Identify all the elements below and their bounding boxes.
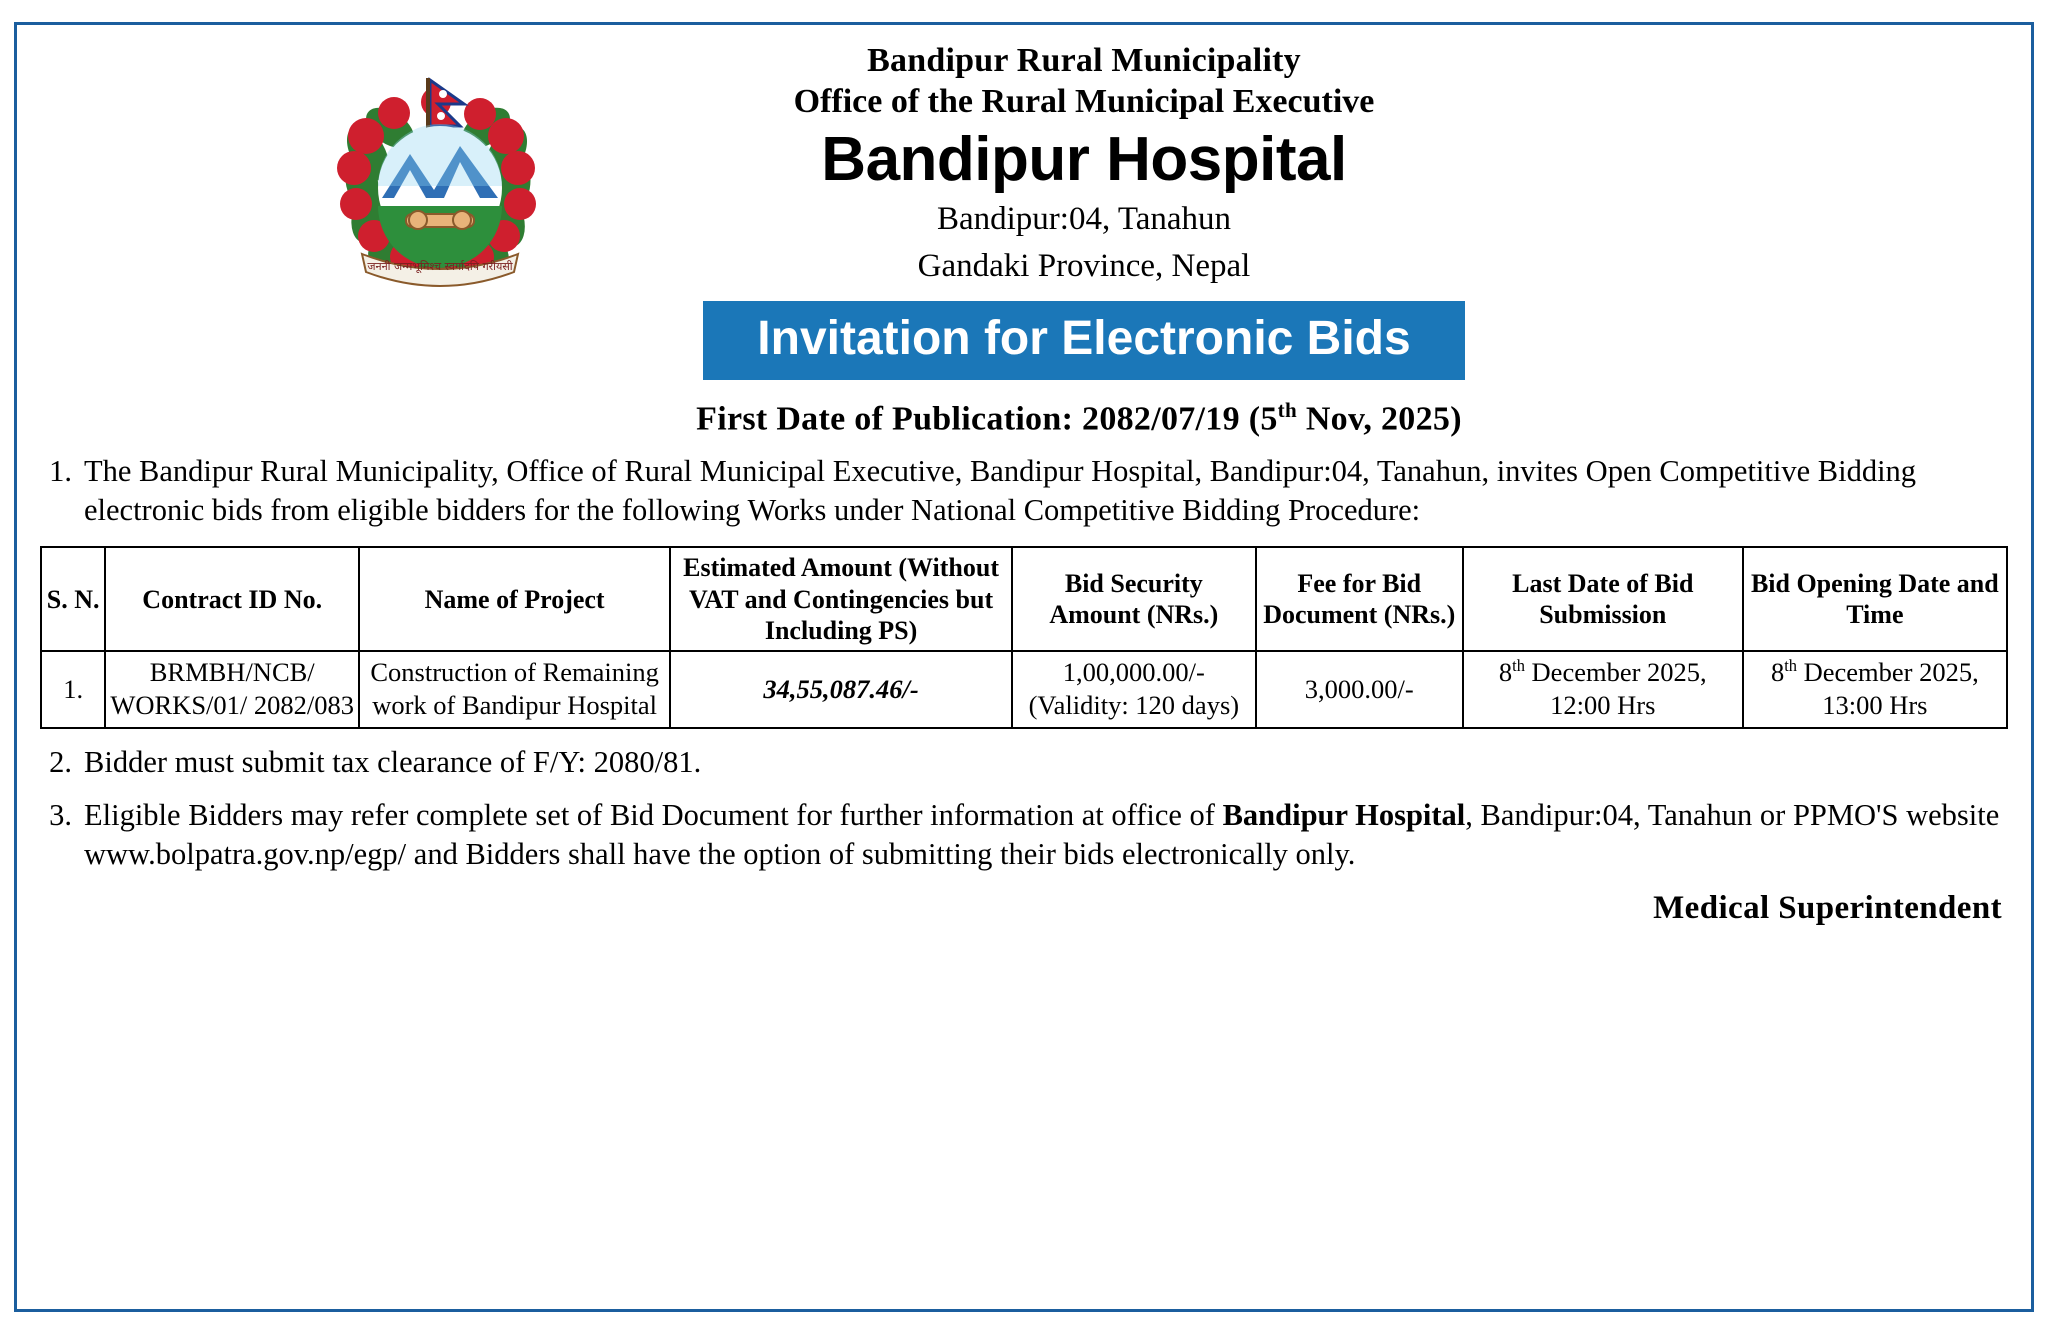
cell-contract-id: BRMBH/NCB/ WORKS/01/ 2082/083: [105, 651, 359, 728]
table-row: [41, 651, 2007, 728]
header-estimated-amount: Estimated Amount (Without VAT and Contingencies but Including PS): [670, 547, 1012, 651]
publication-date-bs: 2082/07/19: [1082, 400, 1240, 438]
notice-content: [40, 40, 2008, 1308]
publication-date-ad-sup: th: [1277, 398, 1298, 423]
svg-text:जननी जन्मभूमिश्च स्वर्गादपि गर: जननी जन्मभूमिश्च स्वर्गादपि गरीयसी: [367, 260, 513, 273]
notice-header: [40, 40, 2008, 287]
paragraph-3-part1: Eligible Bidders may refer complete set of Bid Document for further information at office of: [84, 797, 1223, 832]
bid-table: [40, 546, 2008, 728]
paragraph-1-number: 1.: [49, 454, 72, 489]
header-sn: S. N.: [41, 547, 105, 651]
paragraph-3: [40, 796, 2008, 874]
publication-date: [40, 398, 2008, 438]
cell-last-date: [1463, 651, 1743, 728]
paragraph-3-bold: Bandipur Hospital: [1222, 797, 1466, 832]
cell-estimated-amount: 34,55,087.46/-: [670, 651, 1012, 728]
cell-sn: 1.: [41, 651, 105, 728]
publication-date-ad-prefix: (5: [1248, 400, 1278, 438]
paragraph-2-number: 2.: [49, 744, 72, 779]
paragraph-3-text: [84, 796, 2008, 874]
nepal-emblem-icon: [310, 58, 570, 288]
paragraph-3-part2: , Bandipur:04, Tanahun or PPMO'S website www.bolpatra.gov.np/egp/ and Bidders shall have the option of submitting their bids electronically only.: [84, 797, 2000, 871]
header-last-date: Last Date of Bid Submission: [1463, 547, 1743, 651]
header-fee: Fee for Bid Document (NRs.): [1256, 547, 1463, 651]
address-line-1: Bandipur:04, Tanahun: [936, 201, 1232, 238]
organization-line-2: Office of the Rural Municipal Executive: [793, 83, 1375, 121]
cell-bid-security: 1,00,000.00/- (Validity: 120 days): [1012, 651, 1256, 728]
last-date-prefix: 8: [1498, 656, 1513, 687]
paragraph-2-text: Bidder must submit tax clearance of F/Y: 2080/81.: [84, 744, 702, 779]
cell-opening-date: [1743, 651, 2007, 728]
paragraph-1-text: The Bandipur Rural Municipality, Office of Rural Municipal Executive, Bandipur Hospital, Bandipur:04, Tanahun, invites Open Competitive Bidding electronic bids from eligible bidders for the following Works under National Competitive Bidding Procedure:: [84, 454, 1917, 528]
paragraph-2: [40, 743, 2008, 782]
notice-title-wrap: [40, 301, 2008, 380]
last-date-suffix: December 2025, 12:00 Hrs: [1524, 656, 1707, 721]
last-date-sup: th: [1512, 656, 1525, 676]
header-contract-id: Contract ID No.: [105, 547, 359, 651]
hospital-name: Bandipur Hospital: [821, 124, 1347, 194]
organization-line-1: Bandipur Rural Municipality: [867, 42, 1301, 79]
publication-date-ad-suffix: Nov, 2025): [1297, 400, 1462, 438]
notice-title: Invitation for Electronic Bids: [703, 301, 1464, 380]
address-line-2: Gandaki Province, Nepal: [917, 247, 1251, 284]
header-project: Name of Project: [359, 547, 670, 651]
opening-date-suffix: December 2025, 13:00 Hrs: [1796, 656, 1979, 721]
opening-date-sup: th: [1784, 656, 1797, 676]
paragraph-1: [40, 452, 2008, 530]
header-bid-security: Bid Security Amount (NRs.): [1012, 547, 1256, 651]
signature-designation: Medical Superintendent: [1653, 889, 2002, 926]
cell-fee: 3,000.00/-: [1256, 651, 1463, 728]
publication-label: First Date of Publication:: [696, 400, 1074, 438]
header-opening-date: Bid Opening Date and Time: [1743, 547, 2007, 651]
paragraph-3-number: 3.: [49, 797, 72, 832]
opening-date-prefix: 8: [1770, 656, 1785, 687]
table-header-row: [41, 547, 2007, 651]
cell-project: Construction of Remaining work of Bandipur Hospital: [359, 651, 670, 728]
